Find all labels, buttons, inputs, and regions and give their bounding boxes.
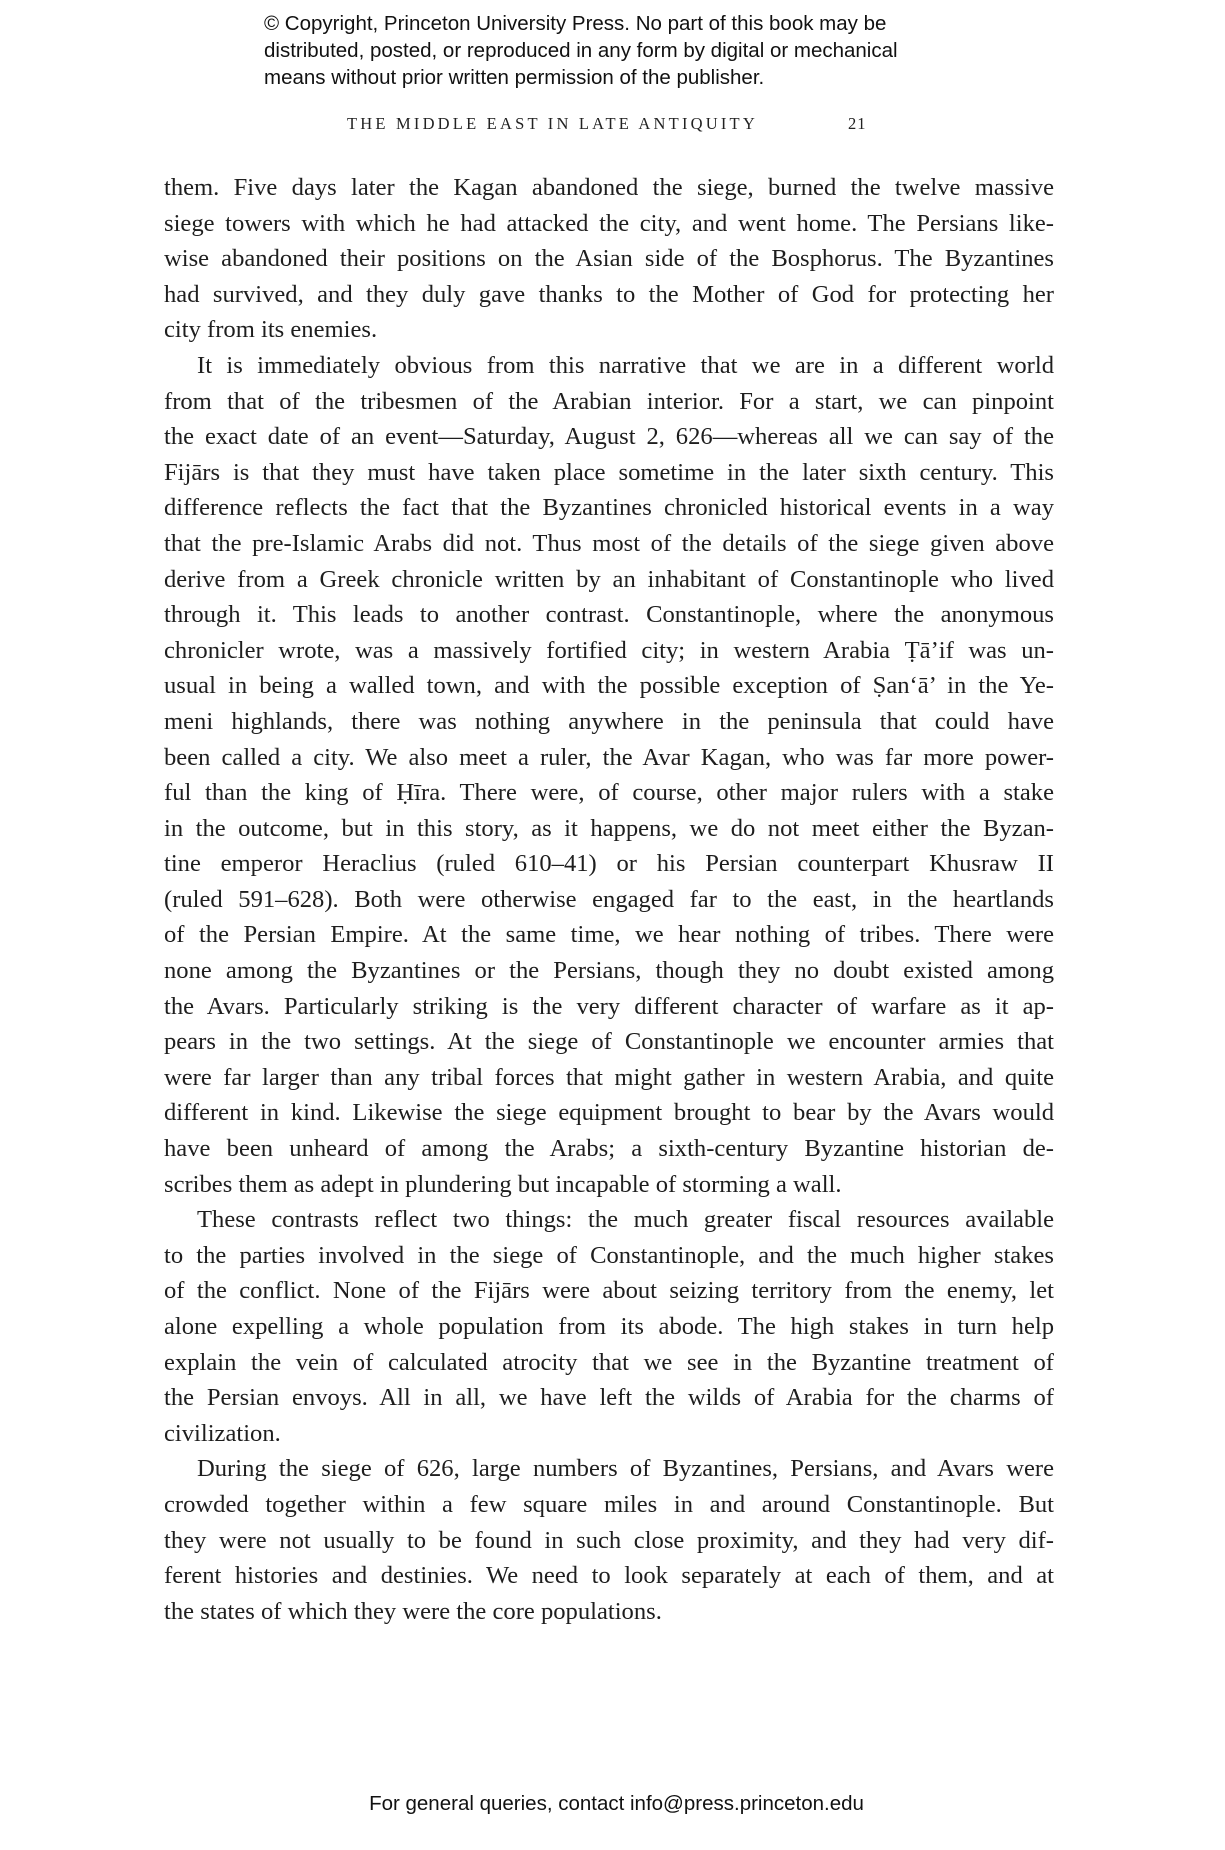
page-number: 21 — [848, 114, 867, 133]
text-line: of the Persian Empire. At the same time, we hear nothing of tribes. There were — [164, 921, 1054, 949]
text-line: It is immediately obvious from this narrative that we are in a different world — [197, 351, 1054, 379]
paragraph — [164, 1451, 1054, 1629]
text-line: been called a city. We also meet a ruler, the Avar Kagan, who was far more power- — [164, 743, 1054, 771]
text-line: the exact date of an event—Saturday, August 2, 626—whereas all we can say of the — [164, 423, 1054, 451]
text-line: During the siege of 626, large numbers of Byzantines, Persians, and Avars were — [197, 1455, 1054, 1483]
text-line: explain the vein of calculated atrocity that we see in the Byzantine treatment of — [164, 1348, 1054, 1376]
text-line: them. Five days later the Kagan abandoned the siege, burned the twelve massive — [164, 174, 1054, 201]
text-line: difference reflects the fact that the Byzantines chronicled historical events in a way — [164, 494, 1054, 522]
text-line: city from its enemies. — [164, 316, 378, 344]
copyright-line: means without prior written permission of the publisher. — [264, 66, 765, 89]
text-line: had survived, and they duly gave thanks to the Mother of God for protecting her — [164, 280, 1054, 308]
paragraph — [164, 348, 1054, 1202]
text-line: meni highlands, there was nothing anywhere in the peninsula that could have — [164, 707, 1054, 735]
text-line: the Avars. Particularly striking is the very different character of warfare as it ap- — [164, 992, 1054, 1020]
text-line: they were not usually to be found in such close proximity, and they had very dif- — [164, 1526, 1054, 1554]
copyright-line: © Copyright, Princeton University Press. No part of this book may be — [264, 12, 887, 35]
copyright-line: distributed, posted, or reproduced in any form by digital or mechanical — [264, 39, 898, 62]
paragraph — [164, 1202, 1054, 1451]
text-line: civilization. — [164, 1419, 281, 1447]
text-line: to the parties involved in the siege of Constantinople, and the much higher stakes — [164, 1241, 1054, 1269]
body-text — [164, 170, 1054, 1629]
text-line: ferent histories and destinies. We need to look separately at each of them, and at — [164, 1562, 1054, 1590]
text-line: scribes them as adept in plundering but incapable of storming a wall. — [164, 1170, 842, 1198]
text-line: (ruled 591–628). Both were otherwise engaged far to the east, in the heartlands — [164, 885, 1054, 913]
text-line: pears in the two settings. At the siege of Constantinople we encounter armies that — [164, 1028, 1054, 1056]
paragraph — [164, 170, 1054, 348]
text-line: ful than the king of Ḥīra. There were, of course, other major rulers with a stake — [164, 779, 1054, 807]
text-line: derive from a Greek chronicle written by an inhabitant of Constantinople who lived — [164, 565, 1054, 593]
text-line: tine emperor Heraclius (ruled 610–41) or his Persian counterpart Khusraw II — [164, 850, 1054, 878]
text-line: alone expelling a whole population from its abode. The high stakes in turn help — [164, 1313, 1054, 1340]
text-line: wise abandoned their positions on the Asian side of the Bosphorus. The Byzantines — [164, 245, 1054, 273]
text-line: siege towers with which he had attacked the city, and went home. The Persians like- — [164, 209, 1054, 237]
footer-contact: For general queries, contact info@press.princeton.edu — [369, 1792, 864, 1815]
text-line: the Persian envoys. All in all, we have left the wilds of Arabia for the charms of — [164, 1384, 1054, 1412]
text-line: in the outcome, but in this story, as it happens, we do not meet either the Byzan- — [164, 814, 1054, 842]
text-line: none among the Byzantines or the Persians, though they no doubt existed among — [164, 957, 1054, 985]
text-line: chronicler wrote, was a massively fortified city; in western Arabia Ṭā’if was un- — [164, 636, 1054, 664]
text-line: were far larger than any tribal forces that might gather in western Arabia, and quite — [164, 1063, 1054, 1091]
copyright-notice — [264, 10, 984, 91]
text-line: usual in being a walled town, and with the possible exception of Ṣan‘ā’ in the Ye- — [164, 672, 1054, 700]
text-line: the states of which they were the core populations. — [164, 1597, 662, 1625]
text-line: from that of the tribesmen of the Arabian interior. For a start, we can pinpoint — [164, 387, 1054, 415]
text-line: have been unheard of among the Arabs; a sixth-century Byzantine historian de- — [164, 1135, 1054, 1163]
text-line: different in kind. Likewise the siege equipment brought to bear by the Avars would — [164, 1099, 1054, 1127]
text-line: that the pre-Islamic Arabs did not. Thus most of the details of the siege given above — [164, 529, 1054, 557]
text-line: of the conflict. None of the Fijārs were about seizing territory from the enemy, let — [164, 1277, 1054, 1305]
text-line: These contrasts reflect two things: the much greater fiscal resources available — [197, 1206, 1054, 1234]
text-line: Fijārs is that they must have taken place sometime in the later sixth century. This — [164, 458, 1054, 486]
text-line: through it. This leads to another contrast. Constantinople, where the anonymous — [164, 601, 1054, 629]
running-head-title: THE MIDDLE EAST IN LATE ANTIQUITY — [347, 114, 758, 133]
text-line: crowded together within a few square miles in and around Constantinople. But — [164, 1490, 1054, 1518]
